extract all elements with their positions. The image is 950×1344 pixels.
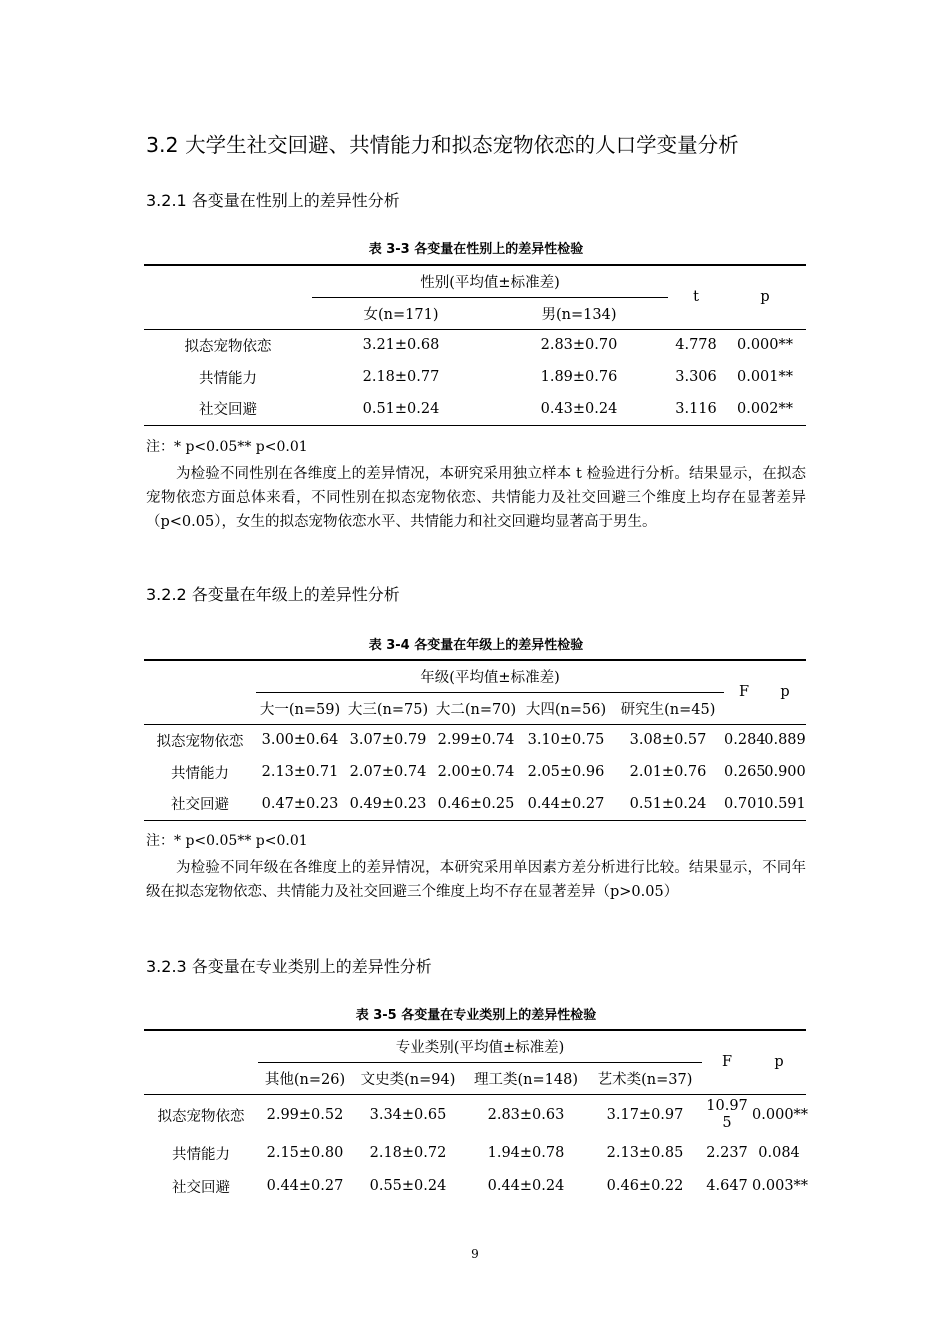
cell: 10.975 [706, 1098, 748, 1132]
cell: 0.49±0.23 [349, 795, 427, 812]
cell: 3.00±0.64 [261, 732, 339, 749]
header-empty [144, 660, 256, 724]
header-empty [144, 265, 312, 329]
table-caption-gender: 表 3-3 各变量在性别上的差异性检验 [368, 242, 584, 257]
cell: 0.265 [724, 764, 766, 780]
table-caption-major: 表 3-5 各变量在专业类别上的差异性检验 [355, 1008, 597, 1023]
subheader-female: 女(n=171) [363, 306, 439, 323]
cell: 0.51±0.24 [362, 400, 440, 417]
cell: 2.83±0.63 [487, 1107, 565, 1124]
cell: 3.08±0.57 [629, 732, 707, 749]
subheader-grade: 大二(n=70) [435, 701, 517, 718]
subheader-major: 艺术类(n=37) [597, 1071, 693, 1088]
row-label: 社交回避 [171, 797, 229, 814]
cell: 3.34±0.65 [369, 1107, 447, 1124]
cell: 2.18±0.72 [369, 1145, 447, 1161]
cell: 0.46±0.22 [606, 1178, 684, 1194]
cell: 2.237 [706, 1145, 748, 1161]
cell: 2.99±0.74 [437, 732, 515, 749]
cell: 2.07±0.74 [349, 764, 427, 780]
cell: 0.000** [752, 1107, 809, 1124]
table-row [144, 329, 806, 361]
row-label: 拟态宠物依恋 [157, 1108, 245, 1125]
row-label: 社交回避 [172, 1179, 230, 1196]
table-gender [144, 264, 806, 426]
cell: 3.07±0.79 [349, 732, 427, 749]
subheader-grade: 研究生(n=45) [620, 701, 716, 718]
row-label: 共情能力 [199, 370, 257, 387]
cell: 2.13±0.71 [261, 764, 339, 780]
table-major [144, 1029, 809, 1202]
subheader-major: 其他(n=26) [264, 1071, 346, 1088]
header-p: p [764, 660, 806, 724]
cell: 0.44±0.27 [266, 1178, 344, 1194]
cell: 3.21±0.68 [362, 337, 440, 354]
subheader-grade: 大四(n=56) [525, 701, 607, 718]
header-p: p [724, 265, 806, 329]
table-row [144, 1136, 806, 1170]
cell: 0.44±0.24 [487, 1178, 565, 1194]
cell: 1.89±0.76 [540, 369, 618, 385]
header-f: F [702, 1030, 752, 1094]
cell: 2.83±0.70 [540, 337, 618, 354]
cell: 0.003** [752, 1178, 809, 1194]
cell: 0.55±0.24 [369, 1178, 447, 1194]
cell: 4.778 [675, 337, 717, 354]
cell: 0.51±0.24 [629, 795, 707, 812]
header-p: p [752, 1030, 806, 1094]
subheader-major: 理工类(n=148) [474, 1071, 578, 1088]
cell: 3.116 [675, 400, 717, 417]
cell: 0.47±0.23 [261, 795, 339, 812]
header-f: F [724, 660, 764, 724]
table-row [144, 788, 806, 820]
table-caption-grade: 表 3-4 各变量在年级上的差异性检验 [368, 638, 584, 653]
row-label: 社交回避 [199, 402, 257, 419]
table-row [144, 361, 806, 393]
cell: 2.18±0.77 [362, 369, 440, 385]
cell: 2.05±0.96 [527, 764, 605, 780]
cell: 2.99±0.52 [266, 1107, 344, 1124]
cell: 4.647 [706, 1178, 748, 1194]
paragraph-grade: 为检验不同年级在各维度上的差异情况，本研究采用单因素方差分析进行比较。结果显示，不同年级在拟态宠物依恋、共情能力及社交回避三个维度上均不存在显著差异（p>0.05） [146, 860, 806, 900]
cell: 0.084 [758, 1145, 800, 1161]
paragraph-gender: 为检验不同性别在各维度上的差异情况，本研究采用独立样本 t 检验进行分析。结果显示，在拟态宠物依恋方面总体来看，不同性别在拟态宠物依恋、共情能力及社交回避三个维度上均存在显著差异（p<0.05），女生的拟态宠物依恋水平、共情能力和社交回避均显著高于男生。 [146, 466, 806, 530]
cell: 0.44±0.27 [527, 795, 605, 812]
table-row [144, 393, 806, 425]
cell: 0.001** [736, 369, 793, 385]
section-heading: 3.2 大学生社交回避、共情能力和拟态宠物依恋的人口学变量分析 [146, 133, 739, 157]
subheader-male: 男(n=134) [541, 306, 617, 323]
cell: 2.01±0.76 [629, 764, 707, 780]
table-row [144, 756, 806, 788]
cell: 2.00±0.74 [437, 764, 515, 780]
header-t: t [668, 265, 724, 329]
cell: 0.701 [724, 795, 766, 812]
group-header: 专业类别(平均值±标准差) [258, 1030, 702, 1062]
table-note-gender: 注：* p<0.05** p<0.01 [146, 439, 308, 455]
header-empty [144, 1030, 258, 1094]
cell: 3.17±0.97 [606, 1107, 684, 1124]
subsection-heading-gender: 3.2.1 各变量在性别上的差异性分析 [146, 191, 400, 210]
page-number: 9 [471, 1247, 479, 1261]
row-label: 拟态宠物依恋 [184, 338, 272, 355]
cell: 0.591 [764, 795, 806, 812]
cell: 0.889 [764, 732, 806, 749]
table-row [144, 1170, 806, 1202]
subsection-heading-grade: 3.2.2 各变量在年级上的差异性分析 [146, 585, 400, 604]
subsection-heading-major: 3.2.3 各变量在专业类别上的差异性分析 [146, 957, 432, 976]
table-grade [144, 659, 806, 821]
cell: 3.10±0.75 [527, 732, 605, 749]
row-label: 共情能力 [171, 765, 229, 782]
subheader-grade: 大一(n=59) [259, 701, 341, 718]
cell: 2.13±0.85 [606, 1145, 684, 1161]
row-label: 共情能力 [172, 1146, 230, 1163]
group-header: 性别(平均值±标准差) [312, 265, 668, 297]
cell: 0.900 [764, 764, 806, 780]
cell: 2.15±0.80 [266, 1145, 344, 1161]
cell: 3.306 [675, 369, 717, 385]
group-header: 年级(平均值±标准差) [256, 660, 724, 692]
table-row [144, 1094, 806, 1136]
cell: 0.000** [736, 337, 793, 354]
row-label: 拟态宠物依恋 [156, 733, 244, 750]
table-row [144, 724, 806, 756]
cell: 1.94±0.78 [487, 1145, 565, 1161]
cell: 0.43±0.24 [540, 400, 618, 417]
subheader-grade: 大三(n=75) [347, 701, 429, 718]
subheader-major: 文史类(n=94) [360, 1071, 456, 1088]
table-note-grade: 注：* p<0.05** p<0.01 [146, 833, 308, 849]
cell: 0.46±0.25 [437, 795, 515, 812]
cell: 0.284 [724, 732, 766, 749]
cell: 0.002** [736, 400, 793, 417]
